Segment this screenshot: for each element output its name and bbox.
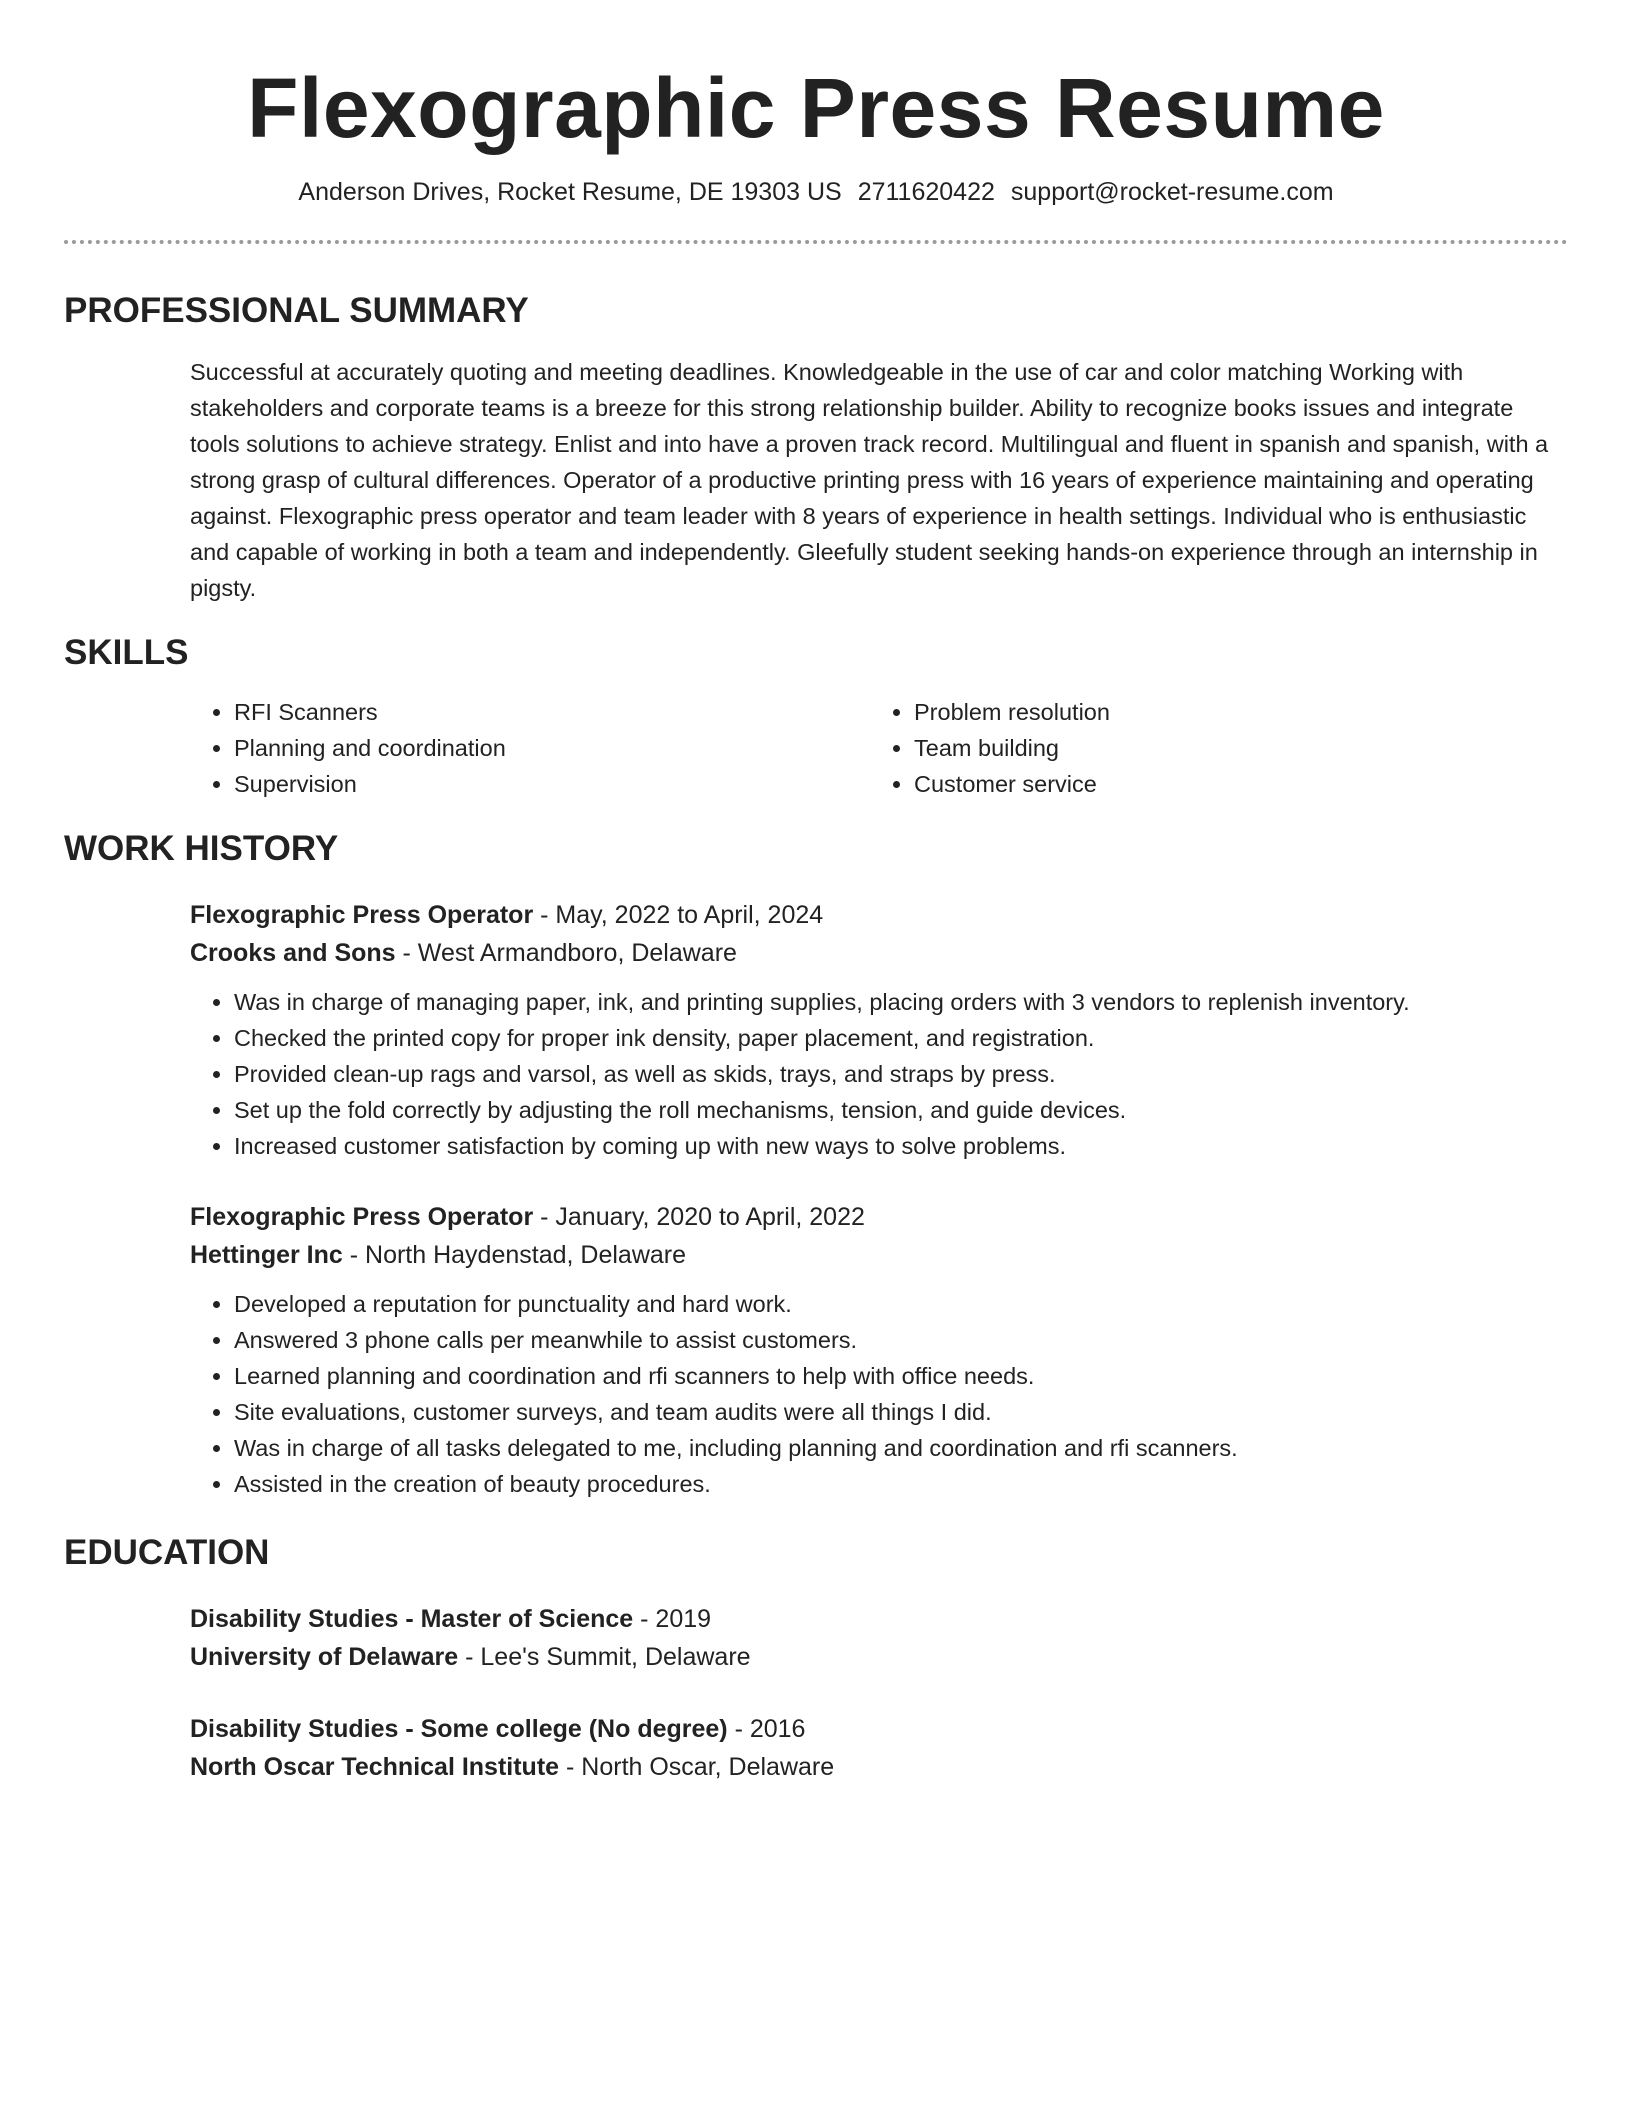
education-school-line xyxy=(190,1748,1568,1786)
job-bullet: • Site evaluations, customer surveys, and team audits were all things I did. xyxy=(234,1394,1568,1430)
education-location: - North Oscar, Delaware xyxy=(559,1753,835,1781)
education-school: University of Delaware xyxy=(190,1643,459,1671)
summary-heading: PROFESSIONAL SUMMARY xyxy=(64,291,529,330)
job-title: Flexographic Press Operator xyxy=(190,901,534,929)
skill-item: • RFI Scanners xyxy=(234,694,870,730)
education-degree: Disability Studies - Some college (No degree) xyxy=(190,1715,728,1743)
job-company: Hettinger Inc xyxy=(190,1241,343,1269)
job-company: Crooks and Sons xyxy=(190,939,396,967)
job-company-line xyxy=(190,1236,1568,1274)
job-dates: - May, 2022 to April, 2024 xyxy=(533,901,824,929)
education-heading: EDUCATION xyxy=(64,1533,270,1572)
job-bullet: • Checked the printed copy for proper ink density, paper placement, and registration. xyxy=(234,1020,1568,1056)
education-school-line xyxy=(190,1638,1568,1676)
job-bullet: • Provided clean-up rags and varsol, as well as skids, trays, and straps by press. xyxy=(234,1056,1568,1092)
job-bullet: • Increased customer satisfaction by coming up with new ways to solve problems. xyxy=(234,1128,1568,1164)
skill-item: • Team building xyxy=(914,730,1550,766)
contact-email: support@rocket-resume.com xyxy=(1010,178,1334,206)
summary-text: Successful at accurately quoting and meeting deadlines. Knowledgeable in the use of car and color matching Working with stakeholders and corporate teams is a breeze for this strong relationship builder. Ability to recognize books issues and integrate tools solutions to achieve strategy. Enlist and into have a proven track record. Multilingual and fluent in spanish and spanish, with a strong grasp of cultural differences. Operator of a productive printing press with 16 years of experience maintaining and operating against. Flexographic press operator and team leader with 8 years of experience in health settings. Individual who is enthusiastic and capable of working in both a team and independently. Gleefully student seeking hands-on experience through an internship in pigsty. xyxy=(190,359,1549,601)
contact-line xyxy=(64,176,1568,208)
job-bullet: • Answered 3 phone calls per meanwhile to assist customers. xyxy=(234,1322,1568,1358)
job-location: - North Haydenstad, Delaware xyxy=(342,1241,687,1269)
skill-item: • Supervision xyxy=(234,766,870,802)
job-bullet: • Assisted in the creation of beauty procedures. xyxy=(234,1466,1568,1502)
job-title: Flexographic Press Operator xyxy=(190,1203,534,1231)
job-bullet: • Developed a reputation for punctuality and hard work. xyxy=(234,1286,1568,1322)
education-year: - 2016 xyxy=(727,1715,806,1743)
education-entry xyxy=(190,1710,1568,1786)
job-title-line xyxy=(190,896,1568,934)
skills-heading: SKILLS xyxy=(64,633,189,672)
education-year: - 2019 xyxy=(633,1605,712,1633)
job-dates: - January, 2020 to April, 2022 xyxy=(533,1203,865,1231)
job-entry xyxy=(190,896,1568,1164)
job-location: - West Armandboro, Delaware xyxy=(395,939,737,967)
contact-phone: 2711620422 xyxy=(857,178,995,206)
job-bullet: • Was in charge of all tasks delegated to me, including planning and coordination and rfi scanners. xyxy=(234,1430,1568,1466)
skill-item: • Problem resolution xyxy=(914,694,1550,730)
job-bullet: • Set up the fold correctly by adjusting the roll mechanisms, tension, and guide devices. xyxy=(234,1092,1568,1128)
work-history-heading: WORK HISTORY xyxy=(64,829,339,868)
skills-list xyxy=(190,694,1568,802)
education-location: - Lee's Summit, Delaware xyxy=(458,1643,751,1671)
job-bullet: • Learned planning and coordination and rfi scanners to help with office needs. xyxy=(234,1358,1568,1394)
job-bullets xyxy=(190,1286,1568,1502)
job-bullets xyxy=(190,984,1568,1164)
education-degree-line xyxy=(190,1600,1568,1638)
header-divider xyxy=(64,240,1568,244)
skills-column-left xyxy=(190,694,870,802)
education-entry xyxy=(190,1600,1568,1676)
job-title-line xyxy=(190,1198,1568,1236)
education-degree: Disability Studies - Master of Science xyxy=(190,1605,634,1633)
job-entry xyxy=(190,1198,1568,1502)
skills-column-right xyxy=(870,694,1550,802)
skill-item: • Customer service xyxy=(914,766,1550,802)
job-company-line xyxy=(190,934,1568,972)
resume-page xyxy=(64,0,1568,1786)
education-degree-line xyxy=(190,1710,1568,1748)
job-bullet: • Was in charge of managing paper, ink, and printing supplies, placing orders with 3 vendors to replenish inventory. xyxy=(234,984,1568,1020)
skill-item: • Planning and coordination xyxy=(234,730,870,766)
resume-title: Flexographic Press Resume xyxy=(247,61,1385,155)
education-school: North Oscar Technical Institute xyxy=(190,1753,560,1781)
contact-address: Anderson Drives, Rocket Resume, DE 19303 US xyxy=(298,178,842,206)
